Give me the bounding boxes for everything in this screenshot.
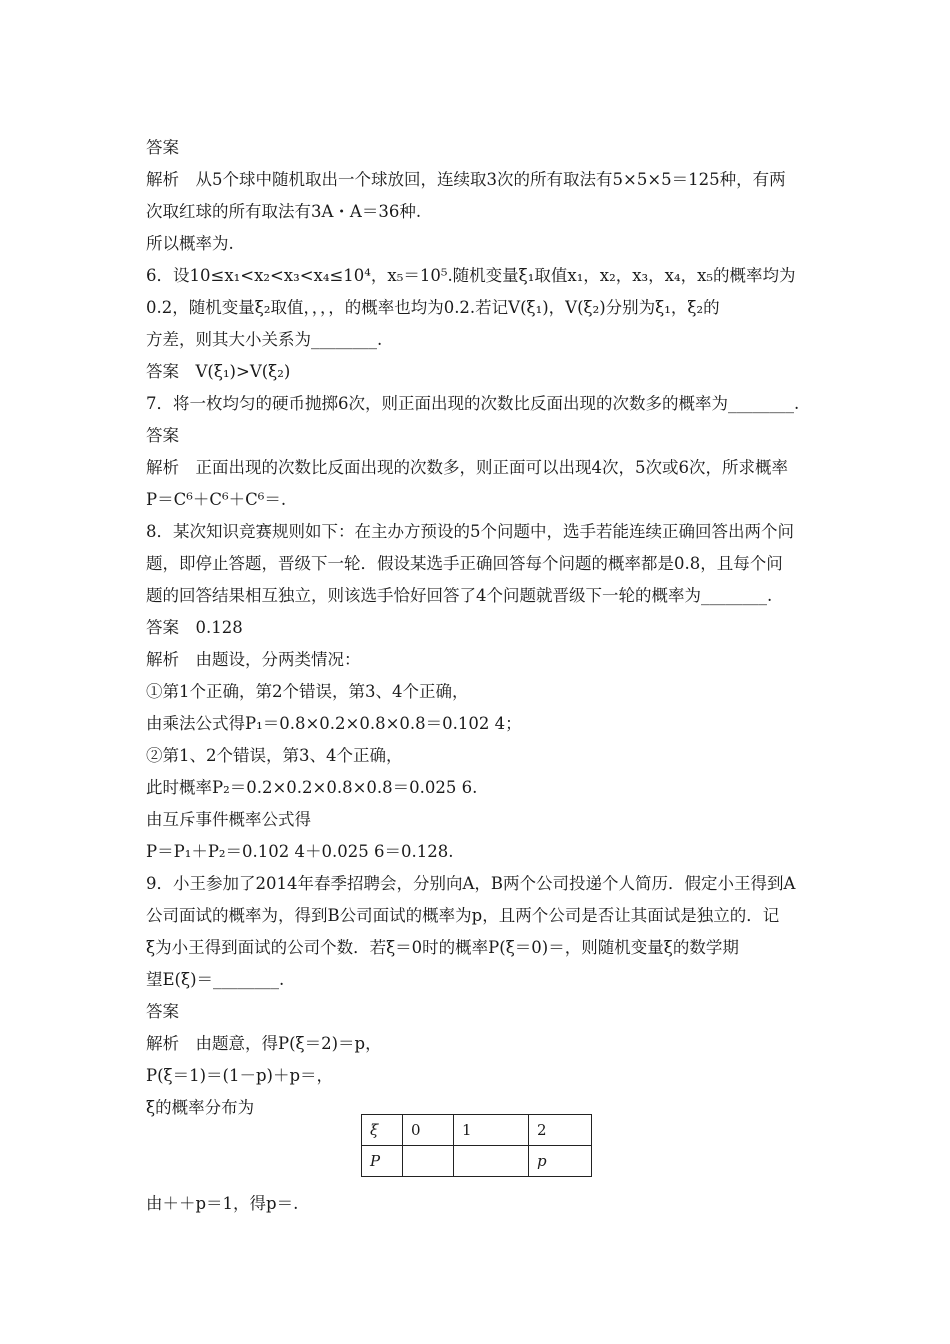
text-line: 解析 由题意，得P(ξ＝2)＝p， — [146, 1034, 382, 1053]
answer-line: 答案 0.128 — [146, 618, 243, 637]
table-cell — [403, 1146, 454, 1177]
probability-distribution-table — [361, 1114, 592, 1177]
text-line: ①第1个正确，第2个错误，第3、4个正确， — [146, 682, 469, 701]
text-line: 由互斥事件概率公式得 — [146, 810, 311, 829]
text-line: 方差，则其大小关系为________. — [146, 330, 383, 349]
text-line: P＝C⁶＋C⁶＋C⁶＝. — [146, 490, 287, 509]
table-cell: 0 — [403, 1115, 454, 1146]
table-cell: 1 — [454, 1115, 529, 1146]
answer-line: 答案 V(ξ₁)>V(ξ₂) — [146, 362, 291, 381]
table-cell: P — [362, 1146, 403, 1177]
answer-label: 答案 — [146, 1002, 179, 1021]
text-line: 解析 正面出现的次数比反面出现的次数多，则正面可以出现4次，5次或6次，所求概率 — [146, 458, 788, 477]
text-line: 解析 由题设，分两类情况： — [146, 650, 361, 669]
answer-label: 答案 — [146, 138, 179, 157]
text-line: 题的回答结果相互独立，则该选手恰好回答了4个问题就晋级下一轮的概率为________. — [146, 586, 773, 605]
text-line: 0.2，随机变量ξ₂取值，，，，的概率也均为0.2.若记V(ξ₁)，V(ξ₂)分别为ξ₁，ξ₂的 — [146, 298, 720, 317]
text-line: 题，即停止答题，晋级下一轮．假设某选手正确回答每个问题的概率都是0.8，且每个问 — [146, 554, 783, 573]
table-row — [362, 1115, 592, 1146]
text-line: P(ξ＝1)＝(1－p)＋p＝， — [146, 1066, 334, 1085]
table-cell: 2 — [529, 1115, 592, 1146]
text-line: ξ的概率分布为 — [146, 1098, 255, 1117]
question-8: 8．某次知识竞赛规则如下：在主办方预设的5个问题中，选手若能连续正确回答出两个问 — [146, 522, 794, 541]
question-9: 9．小王参加了2014年春季招聘会，分别向A，B两个公司投递个人简历．假定小王得到A — [146, 874, 796, 893]
text-line: ②第1、2个错误，第3、4个正确， — [146, 746, 403, 765]
question-7: 7．将一枚均匀的硬币抛掷6次，则正面出现的次数比反面出现的次数多的概率为________. — [146, 394, 800, 413]
text-line: 由乘法公式得P₁＝0.8×0.2×0.8×0.8＝0.102 4； — [146, 714, 522, 733]
text-line: 由＋＋p＝1，得p＝. — [146, 1194, 299, 1213]
text-line: 解析 从5个球中随机取出一个球放回，连续取3次的所有取法有5×5×5＝125种，有两 — [146, 170, 786, 189]
text-line: P＝P₁＋P₂＝0.102 4＋0.025 6＝0.128. — [146, 842, 454, 861]
text-line: 望E(ξ)＝________. — [146, 970, 285, 989]
table-cell: p — [529, 1146, 592, 1177]
table-cell: ξ — [362, 1115, 403, 1146]
answer-label: 答案 — [146, 426, 179, 445]
text-line: 公司面试的概率为，得到B公司面试的概率为p，且两个公司是否让其面试是独立的．记 — [146, 906, 780, 925]
question-6: 6．设10≤x₁<x₂<x₃<x₄≤10⁴，x₅＝10⁵.随机变量ξ₁取值x₁，x₂，x₃，x₄，x₅的概率均为 — [146, 266, 796, 285]
text-line: 所以概率为. — [146, 234, 234, 253]
text-line: 此时概率P₂＝0.2×0.2×0.8×0.8＝0.025 6. — [146, 778, 478, 797]
text-line: ξ为小王得到面试的公司个数．若ξ＝0时的概率P(ξ＝0)＝，则随机变量ξ的数学期 — [146, 938, 739, 957]
text-line: 次取红球的所有取法有3A・A＝36种. — [146, 202, 422, 221]
table-row — [362, 1146, 592, 1177]
table-cell — [454, 1146, 529, 1177]
